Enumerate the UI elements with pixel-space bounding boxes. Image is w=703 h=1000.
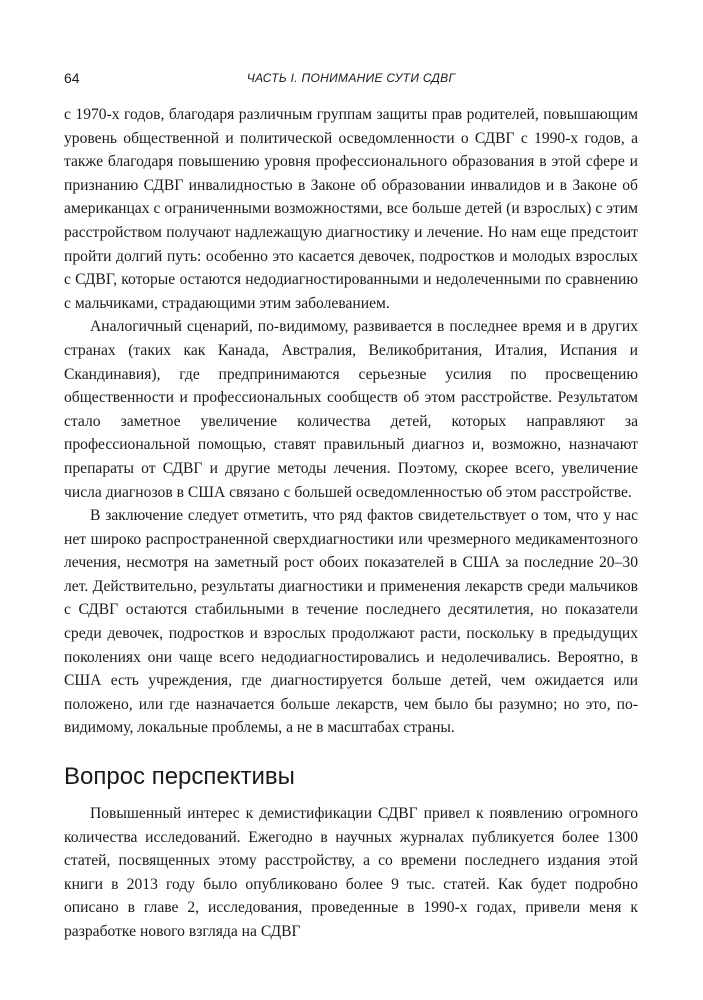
paragraph-other-countries: Аналогичный сценарий, по-видимому, развивается в последнее время и в других странах (таких как Канада, Австралия, Великобритания, Италия, Испания и Скандинавия), где предпринимаются серьезные усилия по просвещению общественности и профессиональных сообществ об этом расстройстве. Результатом стало заметное увеличение количества детей, которых направляют за профессиональной помощью, ставят правильный диагноз и, возможно, назначают препараты от СДВГ и другие методы лечения. Поэтому, скорее всего, увеличение числа диагнозов в США связано с большей осведомленностью об этом расстройстве. — [64, 318, 638, 501]
page-number: 64 — [64, 70, 80, 86]
paragraph-conclusion: В заключение следует отметить, что ряд фактов свидетельствует о том, что у нас нет широко распространенной сверхдиагностики или чрезмерного медикаментозного лечения, несмотря на заметный рост обоих показателей в США за последние 20–30 лет. Действительно, результаты диагностики и применения лекарств среди мальчиков с СДВГ остаются стабильными в течение последнего десятилетия, но показатели среди девочек, подростков и взрослых продолжают расти, поскольку в предыдущих поколениях они чаще всего недодиагностировались и недолечивались. Вероятно, в США есть учреждения, где диагностируется больше детей, чем ожидается или положено, или где назначается больше лекарств, чем было бы разумно; но это, по-видимому, локальные проблемы, а не в масштабах страны. — [64, 507, 638, 737]
chapter-title: ЧАСТЬ I. ПОНИМАНИЕ СУТИ СДВГ — [246, 71, 456, 85]
body-text — [64, 103, 638, 944]
paragraph-section-intro: Повышенный интерес к демистификации СДВГ привел к появлению огромного количества исследований. Ежегодно в научных журналах публикуется более 1300 статей, посвященных этому расстройству, а со времени последнего издания этой книги в 2013 году было опубликовано более 9 тыс. статей. Как будет подробно описано в главе 2, исследования, проведенные в 1990-х годах, привели меня к разработке нового взгляда на СДВГ — [64, 805, 638, 940]
running-head — [64, 70, 638, 88]
section-heading: Вопрос перспективы — [64, 763, 295, 791]
paragraph-continued: с 1970-х годов, благодаря различным группам защиты прав родителей, повышающим уровень общественной и политической осведомленности о СДВГ с 1990-х годов, а также благодаря повышению уровня профессионального образования в этой сфере и признанию СДВГ инвалидностью в Законе об образовании инвалидов и в Законе об американцах с ограниченными возможностями, все больше детей (и взрослых) с этим расстройством получают надлежащую диагностику и лечение. Но нам еще предстоит пройти долгий путь: особенно это касается девочек, подростков и молодых взрослых с СДВГ, которые остаются недодиагностированными и недолеченными по сравнению с мальчиками, страдающими этим заболеванием. — [64, 106, 638, 312]
